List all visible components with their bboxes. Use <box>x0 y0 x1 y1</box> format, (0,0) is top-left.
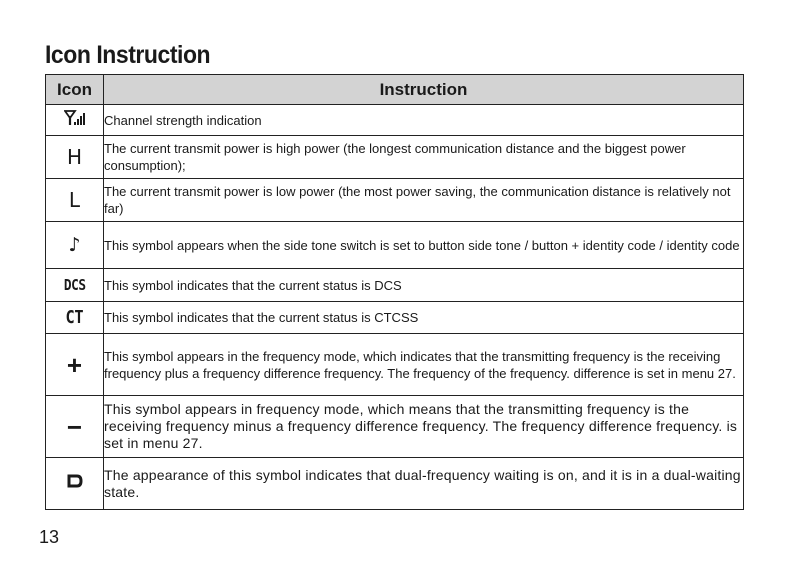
instruction-text: Channel strength indication <box>104 105 744 136</box>
table-row <box>46 334 744 396</box>
table-row <box>46 179 744 222</box>
table-row <box>46 458 744 510</box>
instruction-text: This symbol appears in the frequency mode, which indicates that the transmitting frequency is the receiving frequency plus a frequency difference frequency. The frequency of the frequency. difference is set in menu 27. <box>104 334 744 396</box>
table-row <box>46 302 744 334</box>
dual-watch-icon <box>67 474 83 493</box>
header-icon: Icon <box>46 75 104 105</box>
table-row <box>46 269 744 302</box>
table-header-row <box>46 75 744 105</box>
instruction-text: This symbol indicates that the current status is DCS <box>104 269 744 302</box>
table-row <box>46 222 744 269</box>
instruction-text: This symbol appears when the side tone switch is set to button side tone / button + identity code / identity code <box>104 222 744 269</box>
high-power-icon: H <box>66 145 83 169</box>
side-tone-note-icon: ♪ <box>68 234 81 256</box>
page-number: 13 <box>39 527 60 547</box>
instruction-text: The current transmit power is low power (the most power saving, the communication distance is relatively not far) <box>104 179 744 222</box>
minus-offset-icon: − <box>66 411 83 442</box>
instruction-text: This symbol appears in frequency mode, which means that the transmitting frequency is the receiving frequency minus a frequency difference frequency. The frequency difference frequency. is set in menu 27. <box>104 396 744 458</box>
table-row <box>46 396 744 458</box>
ctcss-icon: CT <box>65 307 84 328</box>
table-row <box>46 136 744 179</box>
low-power-icon: L <box>68 188 81 212</box>
table-row <box>46 105 744 136</box>
plus-offset-icon: + <box>66 349 83 380</box>
instruction-text: This symbol indicates that the current status is CTCSS <box>104 302 744 334</box>
dcs-icon: DCS <box>63 275 86 294</box>
icon-instruction-table <box>45 74 744 510</box>
instruction-text: The current transmit power is high power (the longest communication distance and the biggest power consumption); <box>104 136 744 179</box>
instruction-text: The appearance of this symbol indicates that dual-frequency waiting is on, and it is in a dual-waiting state. <box>104 458 744 510</box>
page-title: Icon Instruction <box>45 41 211 69</box>
signal-strength-icon <box>64 110 86 131</box>
header-instruction: Instruction <box>104 75 744 105</box>
